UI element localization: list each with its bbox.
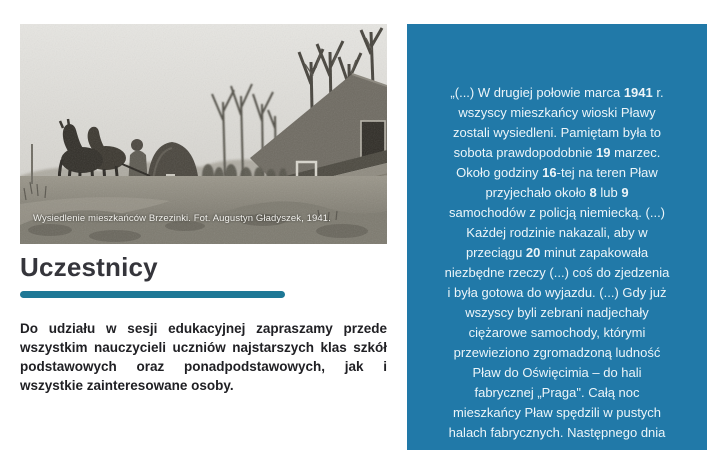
quote-lines	[407, 24, 707, 443]
quote-line: niezbędne rzeczy (...) coś do zjedzenia	[444, 265, 670, 280]
quote-line: halach fabrycznych. Następnego dnia	[448, 425, 666, 440]
quote-line: przeciągu 20 minut zapakowała	[465, 245, 649, 260]
quote-line: wszyscy byli zebrani nadjechały	[465, 305, 649, 320]
quote-line: wszyscy mieszkańcy wioski Pławy	[458, 105, 656, 120]
quote-line: fabrycznej „Praga". Całą noc	[474, 385, 640, 400]
historical-photo	[20, 24, 387, 244]
intro-paragraph: Do udziału w sesji edukacyjnej zapraszamy przede wszystkim nauczycieli uczniów najstarszych klas szkół podstawowych oraz ponadpodstawowych, jak i wszystkie zainteresowane osoby.	[20, 321, 387, 393]
quote-line: ciężarowe samochody, którymi	[468, 325, 646, 340]
quote-line: samochodów z policją niemiecką. (...)	[448, 205, 666, 220]
quote-line: i była gotowa do wyjazdu. (...) Gdy już	[447, 285, 667, 300]
quote-line: sobota prawdopodobnie 19 marzec.	[453, 145, 661, 160]
quote-line: Pław do Oświęcimia – do hali	[472, 365, 642, 380]
quote-line: Każdej rodzinie nakazali, aby w	[466, 225, 648, 240]
quote-line: Około godziny 16-tej na teren Pław	[456, 165, 658, 180]
quote-line: „(...) W drugiej połowie marca 1941 r.	[450, 85, 664, 100]
quote-panel	[407, 24, 707, 450]
photo-caption: Wysiedlenie mieszkańców Brzezinki. Fot. Augustyn Gładyszek, 1941.	[33, 213, 331, 224]
heading-underline	[20, 291, 285, 298]
quote-line: przewieziono zgromadzoną ludność	[453, 345, 661, 360]
quote-line: zostali wysiedleni. Pamiętam była to	[452, 125, 662, 140]
photo-illustration	[20, 24, 387, 244]
page-title: Uczestnicy	[20, 252, 158, 282]
quote-line: przyjechało około 8 lub 9	[485, 185, 629, 200]
quote-line: mieszkańcy Pław spędzili w pustych	[452, 405, 662, 420]
